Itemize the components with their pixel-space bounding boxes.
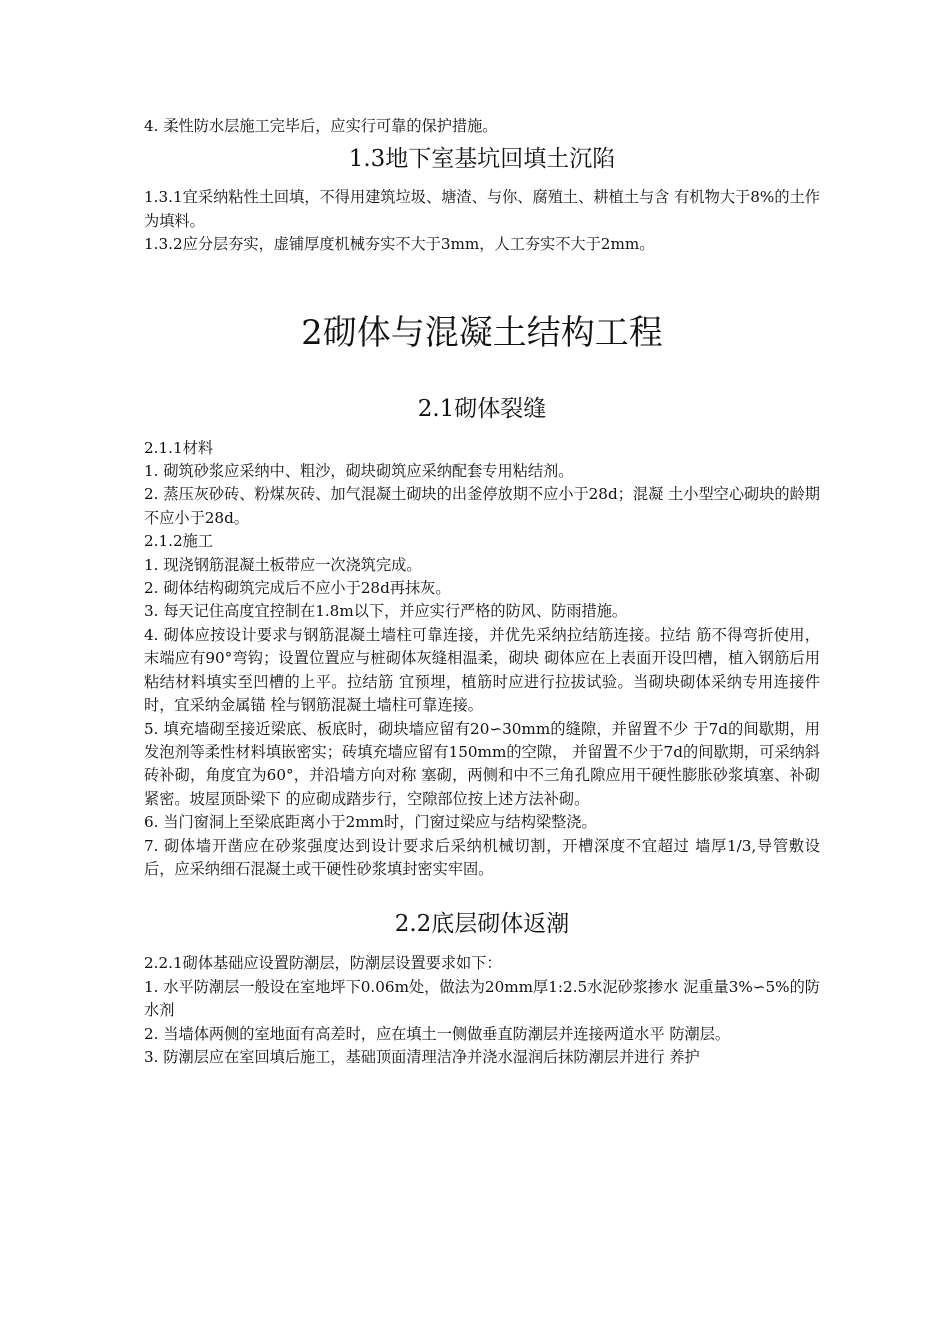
paragraph-material-2: 2. 蒸压灰砂砖、粉煤灰砖、加气混凝土砌块的出釜停放期不应小于28d；混凝 土小型空心砌块的龄期不应小于28d。	[144, 485, 820, 527]
paragraph-construction-6: 6. 当门窗洞上至梁底距离小于2mm时，门窗过梁应与结构梁整浇。	[144, 813, 597, 832]
heading-1-3: 1.3地下室基坑回填土沉陷	[348, 146, 616, 173]
document-page	[144, 115, 820, 1069]
paragraph-construction-1: 1. 现浇钢筋混凝土板带应一次浇筑完成。	[144, 555, 422, 574]
subheading-2-1-1: 2.1.1材料	[144, 438, 214, 457]
paragraph-1-3-1: 1.3.1宜采纳粘性土回填，不得用建筑垃圾、塘渣、与你、腐殖土、耕植土与含 有机物大于8%的土作为填料。	[144, 188, 820, 230]
paragraph-damp-2: 2. 当墙体两侧的室地面有高差时，应在填土一侧做垂直防潮层并连接两道水平 防潮层。	[144, 1024, 731, 1043]
heading-chapter-2: 2砌体与混凝土结构工程	[301, 312, 663, 353]
heading-2-1: 2.1砌体裂缝	[417, 395, 547, 422]
paragraph-damp-1: 1. 水平防潮层一般设在室地坪下0.06m处，做法为20mm厚1:2.5水泥砂浆掺水 泥重量3%∽5%的防水剂	[144, 977, 820, 1020]
paragraph-construction-4: 4. 砌体应按设计要求与钢筋混凝土墙柱可靠连接，并优先采纳拉结筋连接。拉结 筋不得弯折使用，末端应有90°弯钩；设置位置应与桩砌体灰缝相温柔，砌块 砌体应在上表面开设凹槽，植入钢筋后用粘结材料填实至凹槽的上平。拉结筋 宜预埋，植筋时应进行拉拔试验。当砌块砌体采纳专用连接件时，宜采纳金属锚 栓与钢筋混凝土墙柱可靠连接。	[144, 625, 820, 715]
paragraph-construction-3: 3. 每天记住高度宜控制在1.8m以下，并应实行严格的防风、防雨措施。	[144, 602, 628, 621]
subheading-2-1-2: 2.1.2施工	[144, 532, 214, 551]
paragraph-1-3-2: 1.3.2应分层夯实，虚铺厚度机械夯实不大于3mm，人工夯实不大于2mm。	[144, 235, 655, 254]
paragraph-damp-3: 3. 防潮层应在室回填后施工，基础顶面清理洁净并浇水湿润后抹防潮层并进行 养护	[144, 1047, 700, 1066]
paragraph-material-1: 1. 砌筑砂浆应采纳中、粗沙，砌块砌筑应采纳配套专用粘结剂。	[144, 462, 574, 481]
paragraph-construction-5: 5. 填充墙砌至接近梁底、板底时，砌块墙应留有20∽30mm的缝隙，并留置不少 于7d的间歇期，用发泡剂等柔性材料填嵌密实；砖填充墙应留有150mm的空隙， 并留置不少于7d的间歇期，可采纳斜砖补砌，角度宜为60°，并沿墙方向对称 塞砌，两侧和中不三角孔隙应用干硬性膨胀砂浆填塞、补砌紧密。坡屋顶卧梁下 的应砌成踏步行，空隙部位按上述方法补砌。	[144, 719, 820, 808]
paragraph-2-2-1: 2.2.1砌体基础应设置防潮层，防潮层设置要求如下：	[144, 954, 502, 973]
paragraph-construction-7: 7. 砌体墙开凿应在砂浆强度达到设计要求后采纳机械切割，开槽深度不宜超过 墙厚1/3,导管敷设后，应采纳细石混凝土或干硬性砂浆填封密实牢固。	[144, 836, 820, 878]
paragraph-1-2-item-4: 4. 柔性防水层施工完毕后，应实行可靠的保护措施。	[144, 117, 498, 135]
paragraph-construction-2: 2. 砌体结构砌筑完成后不应小于28d再抹灰。	[144, 579, 451, 598]
heading-2-2: 2.2底层砌体返潮	[394, 911, 570, 938]
